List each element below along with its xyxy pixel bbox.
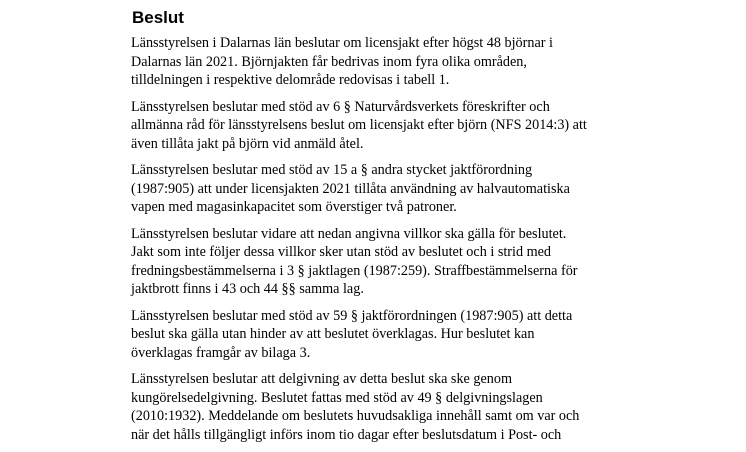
text-line: överklagas framgår av bilaga 3.	[131, 344, 311, 361]
text-line: Länsstyrelsen beslutar med stöd av 6 § Naturvårdsverkets föreskrifter och	[131, 98, 550, 115]
text-line: (1987:905) att under licensjakten 2021 tillåta användning av halvautomatiska	[131, 180, 570, 197]
text-line: kungörelsedelgivning. Beslutet fattas med stöd av 49 § delgivningslagen	[131, 389, 543, 406]
paragraph-decision-count	[131, 34, 671, 90]
text-line: även tillåta jakt på björn vid anmäld åtel.	[131, 135, 364, 152]
text-line: beslut ska gälla utan hinder av att beslutet överklagas. Hur beslutet kan	[131, 326, 535, 342]
text-line: allmänna råd för länsstyrelsens beslut om licensjakt efter björn (NFS 2014:3) att	[131, 117, 587, 133]
document-body	[131, 34, 671, 452]
paragraph-conditions	[131, 225, 671, 299]
paragraph-service	[131, 370, 671, 444]
text-line: Länsstyrelsen i Dalarnas län beslutar om licensjakt efter högst 48 björnar i	[131, 35, 553, 51]
text-line: vapen med magasinkapacitet som överstiger två patroner.	[131, 199, 457, 215]
text-line: när det hålls tillgängligt införs inom tio dagar efter beslutsdatum i Post- och	[131, 426, 562, 443]
text-line: tilldelningen i respektive delområde redovisas i tabell 1.	[131, 72, 450, 88]
text-line: (2010:1932). Meddelande om beslutets huvudsakliga innehåll samt om var och	[131, 408, 580, 424]
paragraph-semi-automatic-weapons	[131, 161, 671, 217]
text-line: Jakt som inte följer dessa villkor sker utan stöd av beslutet och i strid med	[131, 244, 552, 260]
section-heading: Beslut	[132, 8, 184, 27]
paragraph-bait-hunting	[131, 98, 671, 154]
text-line: Länsstyrelsen beslutar att delgivning av detta beslut ska ske genom	[131, 371, 512, 387]
text-line: Länsstyrelsen beslutar med stöd av 15 a § andra stycket jaktförordning	[131, 162, 533, 178]
text-line: Länsstyrelsen beslutar med stöd av 59 § jaktförordningen (1987:905) att detta	[131, 307, 573, 324]
text-line: Länsstyrelsen beslutar vidare att nedan angivna villkor ska gälla för beslutet.	[131, 225, 567, 242]
text-line: fredningsbestämmelserna i 3 § jaktlagen (1987:259). Straffbestämmelserna för	[131, 262, 578, 279]
text-line: Dalarnas län 2021. Björnjakten får bedrivas inom fyra olika områden,	[131, 53, 527, 70]
text-line: jaktbrott finns i 43 och 44 §§ samma lag.	[131, 281, 364, 297]
paragraph-appeal	[131, 307, 671, 363]
